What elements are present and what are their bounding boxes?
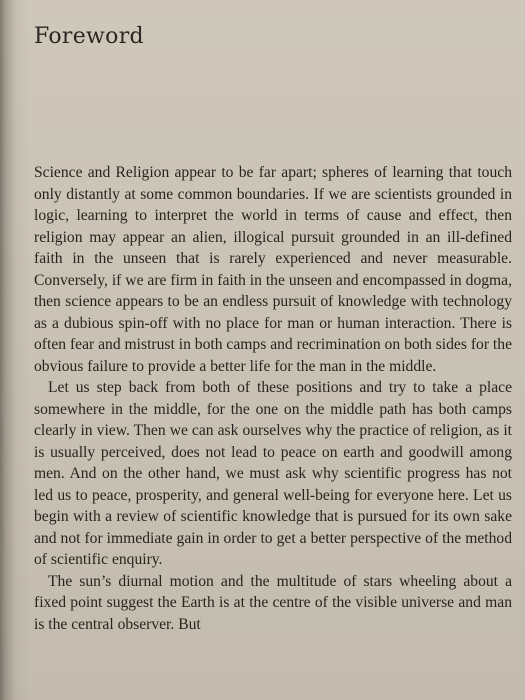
body-text [34, 162, 512, 635]
page-title: Foreword [34, 24, 144, 49]
paragraph-1: Science and Religion appear to be far apart; spheres of learning that touch only distantly at some common boundaries. If we are scientists grounded in logic, learning to interpret the world in terms of cause and effect, then religion may appear an alien, illogical pursuit grounded in an ill-defined faith in the unseen that is rarely experienced and never measurable. Conversely, if we are firm in faith in the unseen and encompassed in dogma, then science appears to be an endless pursuit of knowledge with technology as a dubious spin-off with no place for man or human interaction. There is often fear and mistrust in both camps and recrimination on both sides for the obvious failure to provide a better life for the man in the middle. [34, 164, 512, 375]
paragraph-2: Let us step back from both of these positions and try to take a place somewhere in the middle, for the one on the middle path has both camps clearly in view. Then we can ask ourselves why the practice of religion, as it is usually perceived, does not lead to peace on earth and goodwill among men. And on the other hand, we must ask why scientific progress has not led us to peace, prosperity, and general well-being for everyone here. Let us begin with a review of scientific knowledge that is pursued for its own sake and not for immediate gain in order to get a better perspective of the method of scientific enquiry. [34, 379, 512, 568]
paragraph-3: The sun’s diurnal motion and the multitude of stars wheeling about a fixed point suggest the Earth is at the centre of the visible universe and man is the central observer. But [34, 572, 512, 633]
